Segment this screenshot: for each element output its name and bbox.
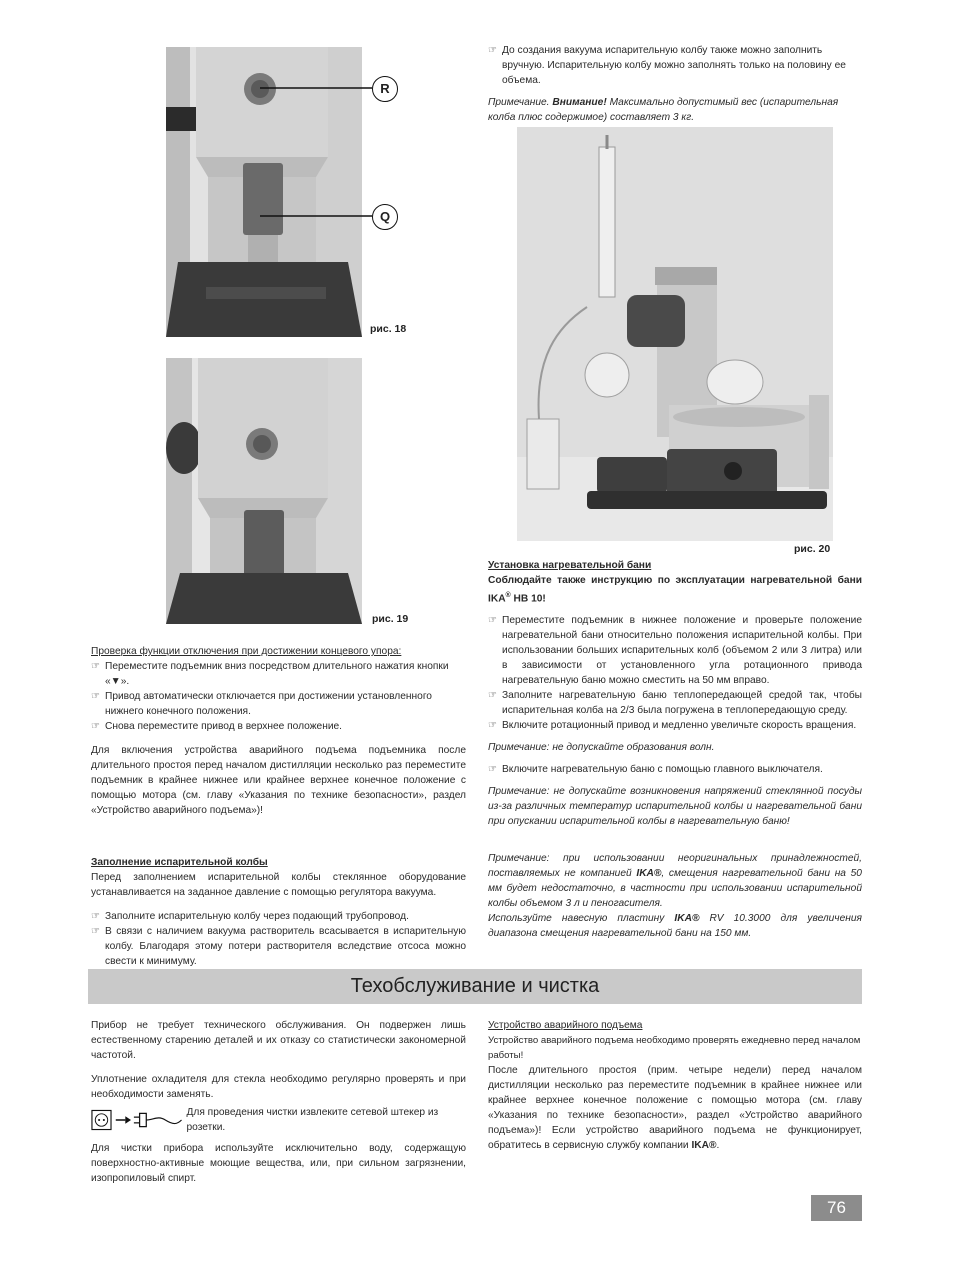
left-column-text: [91, 644, 466, 969]
check-paragraph: Для включения устройства аварийного подъема подъемника после длительного простоя перед началом дистилляции несколько раз переместите подъемник в крайнее нижнее или крайнее верхнее конечное положение с помощью мотора (см. главу «Указания по технике безопасности», раздел «Устройство аварийного подъема»)!: [91, 745, 466, 816]
right-top-text: [488, 43, 862, 125]
unplug-row: [91, 1109, 466, 1131]
list-item: ☞ Заполните нагревательную баню теплопередающей средой так, чтобы испарительная колба на 2/3 была погружена в теплопередающую среду.: [488, 690, 862, 717]
figure-18-caption: рис. 18: [370, 323, 407, 335]
right-bath-text: [488, 558, 862, 941]
note-stress: Примечание: не допускайте возникновения напряжений стеклянной посуды из-за различных температур испарительной колбы и нагревательной бани при опускании испарительной колбы в нагревательную баню!: [488, 786, 862, 828]
maintenance-left-text: [91, 1018, 466, 1186]
emergency-para: После длительного простоя (прим. четыре недели) перед началом дистилляции несколько раз переместите подъемник в крайнее нижнее или крайнее верхнее конечное положение с помощью мотора (см. главу «Указания по технике безопасности», раздел «Устройство аварийного подъема»)! Если устройство аварийного подъема не функционирует, обратитесь в сервисную службу компании IKA®.: [488, 1065, 862, 1151]
note-weight: Примечание. Внимание! Максимально допустимый вес (испарительная колба плюс содержимое) составляет 3 кг.: [488, 97, 839, 123]
list-item: ☞ Включите нагревательную баню с помощью главного выключателя.: [488, 764, 823, 776]
list-item: ☞ До создания вакуума испарительную колбу также можно заполнить вручную. Испарительную колбу можно заполнять только на половину ее объема.: [488, 45, 846, 86]
list-item: ☞ Включите ротационный привод и медленно увеличьте скорость вращения.: [488, 720, 857, 732]
emergency-title: Устройство аварийного подъема: [488, 1020, 643, 1031]
fill-title: Заполнение испарительной колбы: [91, 857, 268, 868]
note-waves: Примечание: не допускайте образования волн.: [488, 742, 715, 754]
page-number: 76: [811, 1195, 862, 1221]
maint-para-2: Уплотнение охладителя для стекла необходимо регулярно проверять и при необходимости заменять.: [91, 1074, 466, 1100]
maintenance-right-text: [488, 1018, 862, 1153]
section-heading-bar: [88, 969, 862, 1004]
section-title: Техобслуживание и чистка: [350, 975, 600, 997]
note-plate: Используйте навесную пластину IKA® RV 10.3000 для увеличения диапазона смещения нагревательной бани на 150 мм.: [488, 913, 862, 940]
list-item: ☞ Переместите подъемник в нижнее положение и проверьте положение нагревательной бани относительно положения испарительной колбы. При использовании больших испарительных колб (объемом 2 или 3 литра) или в зависимости от установленного угла ротационного привода нагревательную баню можно сместить на 50 мм вправо.: [488, 615, 862, 687]
fill-paragraph: Перед заполнением испарительной колбы стеклянное оборудование устанавливается на заданное давление с помощью регулятора вакуума.: [91, 872, 466, 898]
figure-19-caption: рис. 19: [372, 613, 409, 625]
maint-para-3: Для чистки прибора используйте исключительно воду, содержащую поверхностно-активные моющие вещества, или, при сильном загрязнении, изопропиловый спирт.: [91, 1143, 466, 1184]
emergency-line: Устройство аварийного подъема необходимо проверять ежедневно перед началом работы!: [488, 1035, 861, 1061]
callout-r: R: [372, 76, 398, 102]
list-item: ☞ Привод автоматически отключается при достижении установленного нижнего конечного положения.: [91, 691, 432, 717]
figure-19-photo: [166, 358, 362, 624]
list-item: ☞ В связи с наличием вакуума растворитель всасывается в испарительную колбу. Благодаря этому потери растворителя вследствие отсоса можно свести к минимуму.: [91, 926, 466, 967]
bath-instruction: Соблюдайте также инструкцию по эксплуатации нагревательной бани IKA® HB 10!: [488, 575, 862, 605]
callout-q: Q: [372, 204, 398, 230]
note-accessories: Примечание: при использовании неоригинальных принадлежностей, поставляемых не компанией IKA®, смещения нагревательной бани на 50 мм будет недостаточно, в частности при использовании испарительной колбы объемом 3 л и пеногасителя.: [488, 853, 862, 910]
socket-plug-icon: [91, 1109, 182, 1131]
bath-title: Установка нагревательной бани: [488, 560, 652, 571]
figure-20-caption: рис. 20: [794, 543, 831, 555]
unplug-text: Для проведения чистки извлеките сетевой штекер из розетки.: [186, 1107, 439, 1133]
figure-20-photo: [517, 127, 833, 541]
list-item: ☞ Снова переместите привод в верхнее положение.: [91, 721, 343, 732]
list-item: ☞ Заполните испарительную колбу через подающий трубопровод.: [91, 911, 409, 922]
maint-para-1: Прибор не требует технического обслуживания. Он подвержен лишь естественному старению деталей и их отказу со статистически закономерной частотой.: [91, 1020, 466, 1061]
list-item: ☞ Переместите подъемник вниз посредством длительного нажатия кнопки «▼».: [91, 661, 449, 687]
check-title: Проверка функции отключения при достижении концевого упора:: [91, 646, 402, 657]
